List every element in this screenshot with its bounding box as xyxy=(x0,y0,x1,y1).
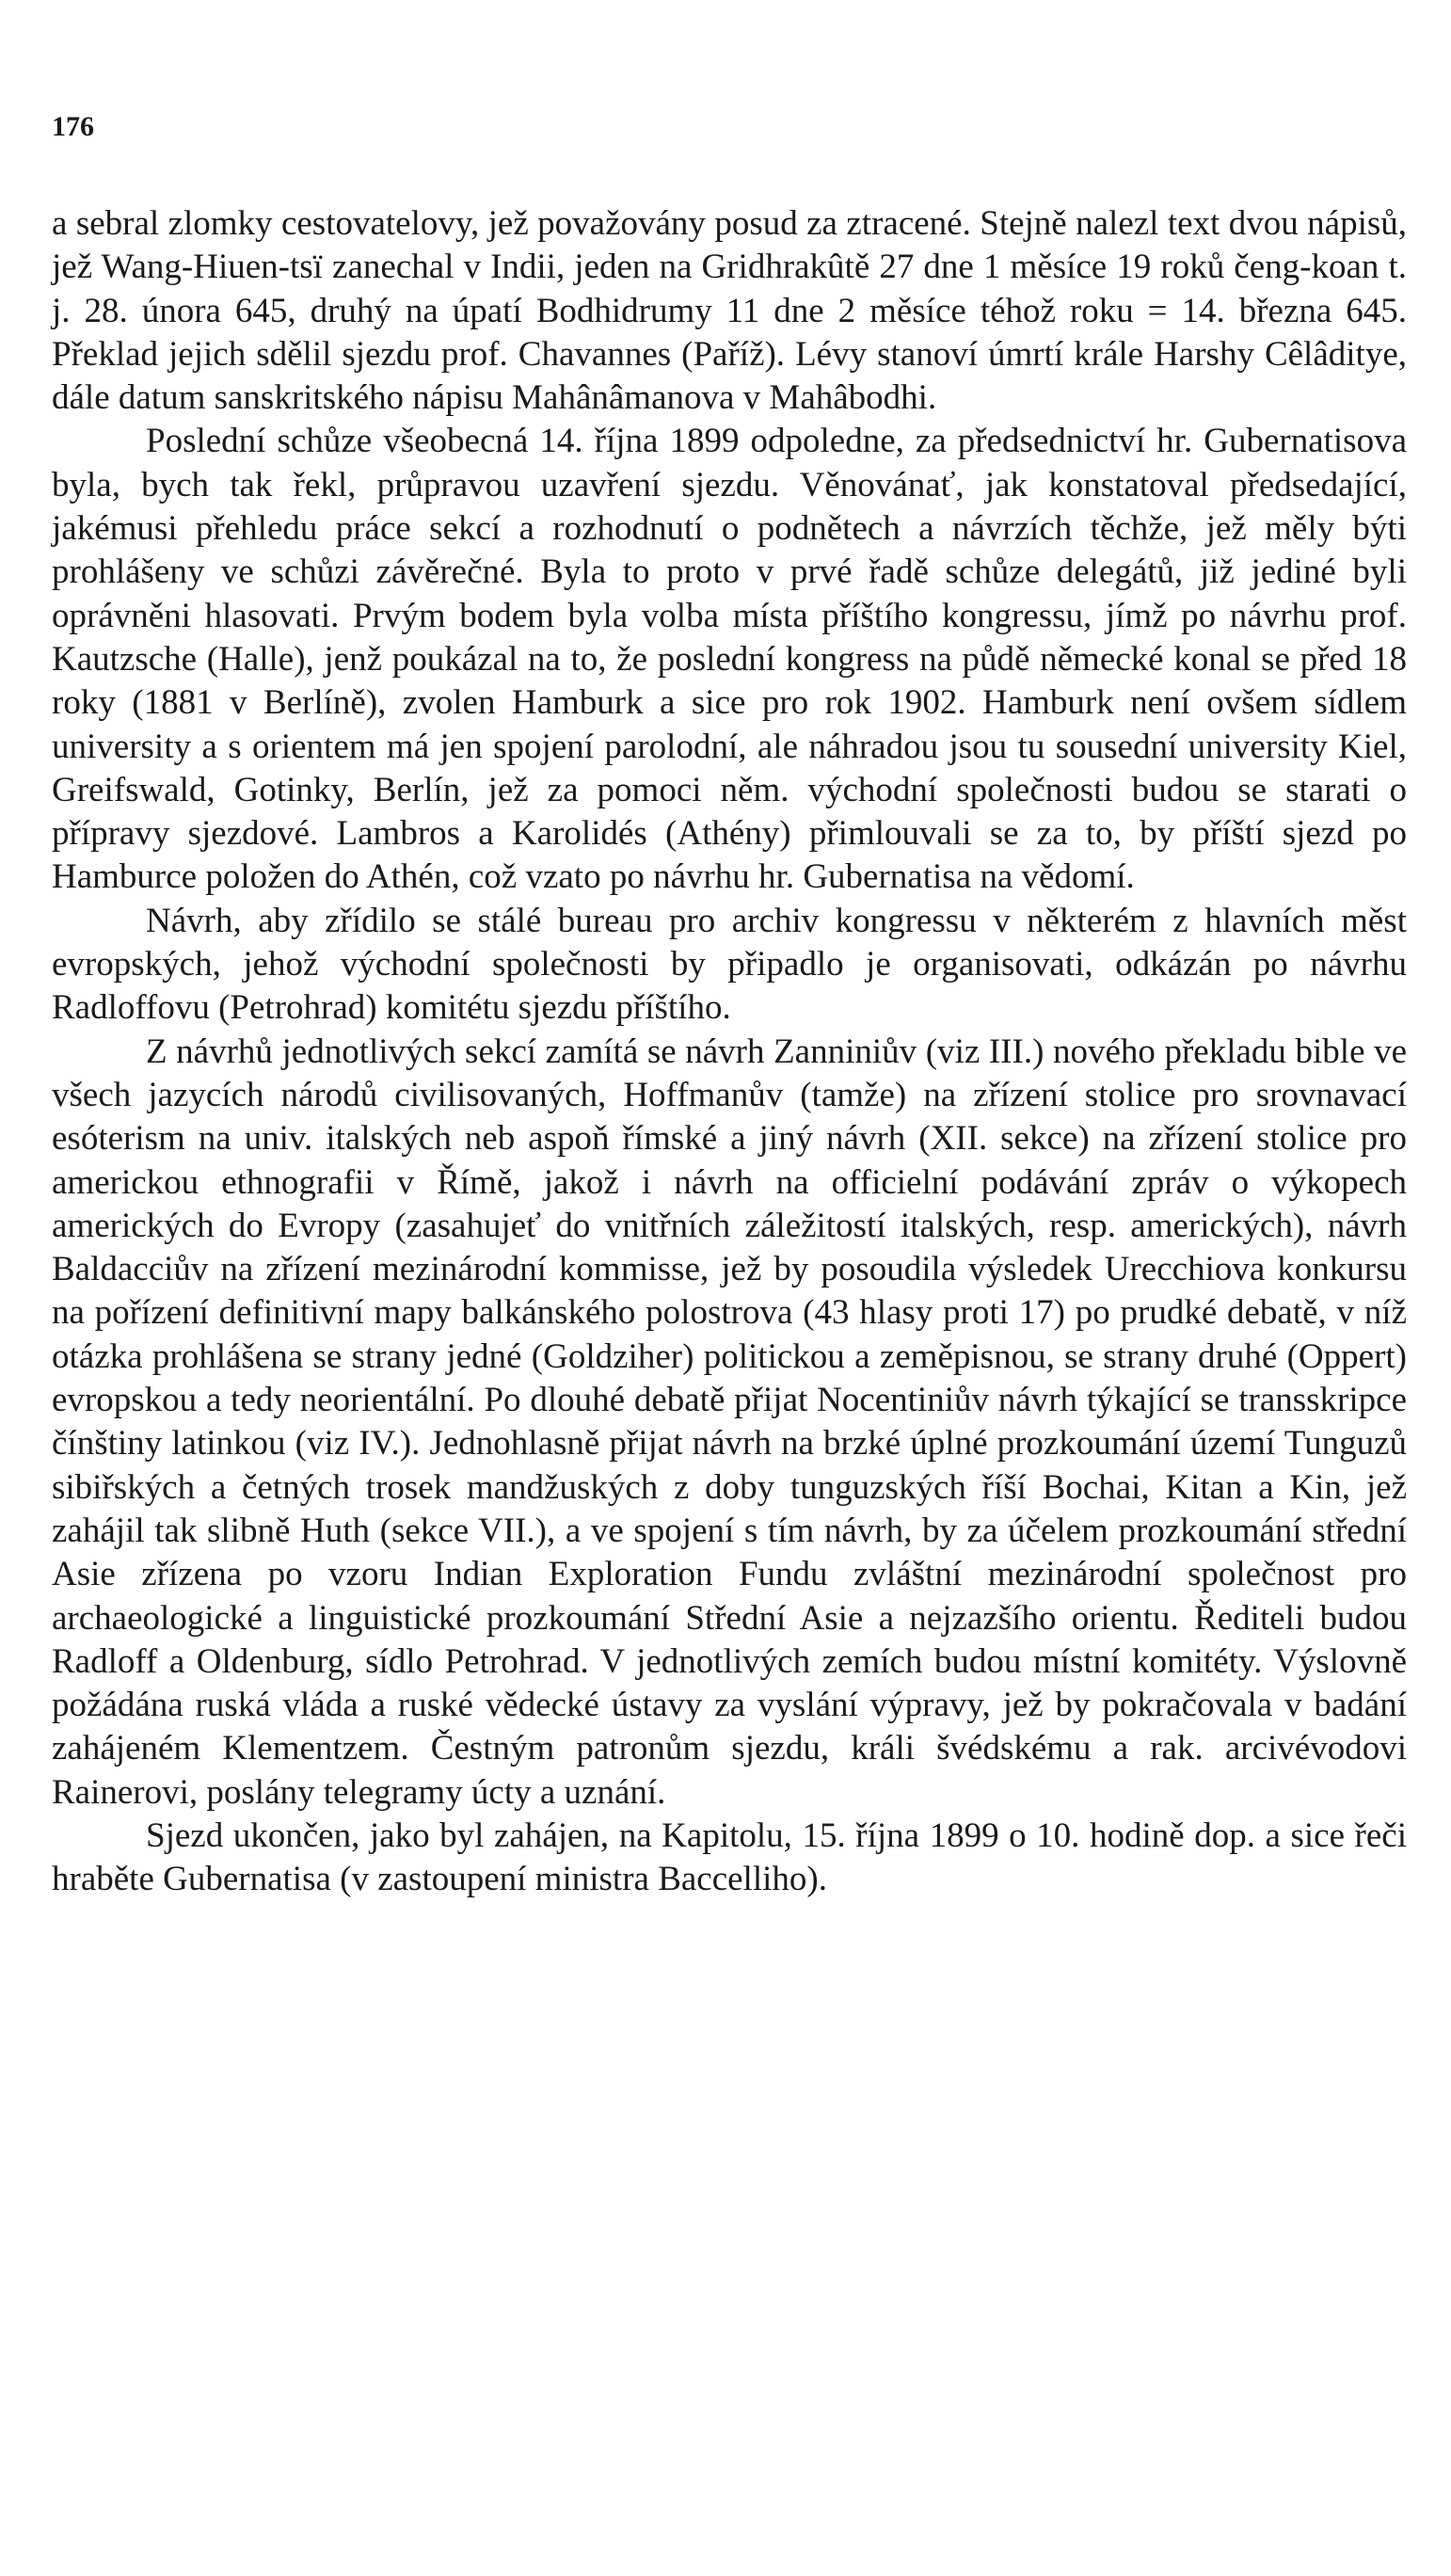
paragraph-1: a sebral zlomky cestovatelovy, jež považovány posud za ztracené. Stejně nalezl text dvou nápisů, jež Wang-Hiuen-tsï zanechal v Indii, jeden na Gridhrakûtě 27 dne 1 měsíce 19 roků čeng-koan t. j. 28. února 645, druhý na úpatí Bodhidrumy 11 dne 2 měsíce téhož roku = 14. března 645. Překlad jejich sdělil sjezdu prof. Chavannes (Paříž). Lévy stanoví úmrtí krále Harshy Cêlâditye, dále datum sanskritského nápisu Mahânâmanova v Mahâbodhi. xyxy=(52,204,1407,418)
paragraph-3: Návrh, aby zřídilo se stálé bureau pro archiv kongressu v některém z hlavních měst evropských, jehož východní společnosti by připadlo je organisovati, odkázán po návrhu Radloffovu (Petrohrad) komitétu sjezdu příštího. xyxy=(52,901,1407,1028)
body-text xyxy=(52,202,1407,1902)
paragraph-4: Z návrhů jednotlivých sekcí zamítá se návrh Zanniniův (viz III.) nového překladu bible ve všech jazycích národů civilisovaných, Hoffmanův (tamže) na zřízení stolice pro srovnavací esóterism na univ. italských neb aspoň římské a jiný návrh (XII. sekce) na zřízení stolice pro americkou ethnografii v Římě, jakož i návrh na officielní podávání zpráv o výkopech amerických do Evropy (zasahujeť do vnitřních záležitostí italských, resp. amerických), návrh Baldacciův na zřízení mezinárodní kommisse, jež by posoudila výsledek Urecchiova konkursu na pořízení definitivní mapy balkánského polostrova (43 hlasy proti 17) po prudké debatě, v níž otázka prohlášena se strany jedné (Goldziher) politickou a zeměpisnou, se strany druhé (Oppert) evropskou a tedy neorientální. Po dlouhé debatě přijat Nocentiniův návrh týkající se transskripce čínštiny latinkou (viz IV.). Jednohlasně přijat návrh na brzké úplné prozkoumání území Tunguzů sibiřských a četných trosek mandžuských z doby tunguzských říší Bochai, Kitan a Kin, jež zahájil tak slibně Huth (sekce VII.), a ve spojení s tím návrh, by za účelem prozkoumání střední Asie zřízena po vzoru Indian Exploration Fundu zvláštní mezinárodní společnost pro archaeologické a linguistické prozkoumání Střední Asie a nejzazšího orientu. Řediteli budou Radloff a Oldenburg, sídlo Petrohrad. V jednotlivých zemích budou místní komitéty. Výslovně požádána ruská vláda a ruské vědecké ústavy za vyslání výpravy, jež by pokračovala v badání zahájeném Klementzem. Čestným patronům sjezdu, králi švédskému a rak. arcivévodovi Rainerovi, poslány telegramy úcty a uznání. xyxy=(52,1032,1407,1812)
paragraph-5: Sjezd ukončen, jako byl zahájen, na Kapitolu, 15. října 1899 o 10. hodině dop. a sice řeči hraběte Gubernatisa (v zastoupení ministra Baccelliho). xyxy=(52,1816,1407,1899)
paragraph-2: Poslední schůze všeobecná 14. října 1899 odpoledne, za předsednictví hr. Gubernatisova byla, bych tak řekl, průpravou uzavření sjezdu. Věnovánať, jak konstatoval předsedající, jakémusi přehledu práce sekcí a rozhodnutí o podnětech a návrzích těchže, jež měly býti prohlášeny ve schůzi závěrečné. Byla to proto v prvé řadě schůze delegátů, již jediné byli oprávněni hlasovati. Prvým bodem byla volba místa příštího kongressu, jímž po návrhu prof. Kautzsche (Halle), jenž poukázal na to, že poslední kongress na půdě německé konal se před 18 roky (1881 v Berlíně), zvolen Hamburk a sice pro rok 1902. Hamburk není ovšem sídlem university a s orientem má jen spojení parolodní, ale náhradou jsou tu sousední university Kiel, Greifswald, Gotinky, Berlín, jež za pomoci něm. východní společnosti budou se starati o přípravy sjezdové. Lambros a Karolidés (Athény) přimlouvali se za to, by příští sjezd po Hamburce položen do Athén, což vzato po návrhu hr. Gubernatisa na vědomí. xyxy=(52,422,1407,897)
page-number: 176 xyxy=(52,111,94,142)
